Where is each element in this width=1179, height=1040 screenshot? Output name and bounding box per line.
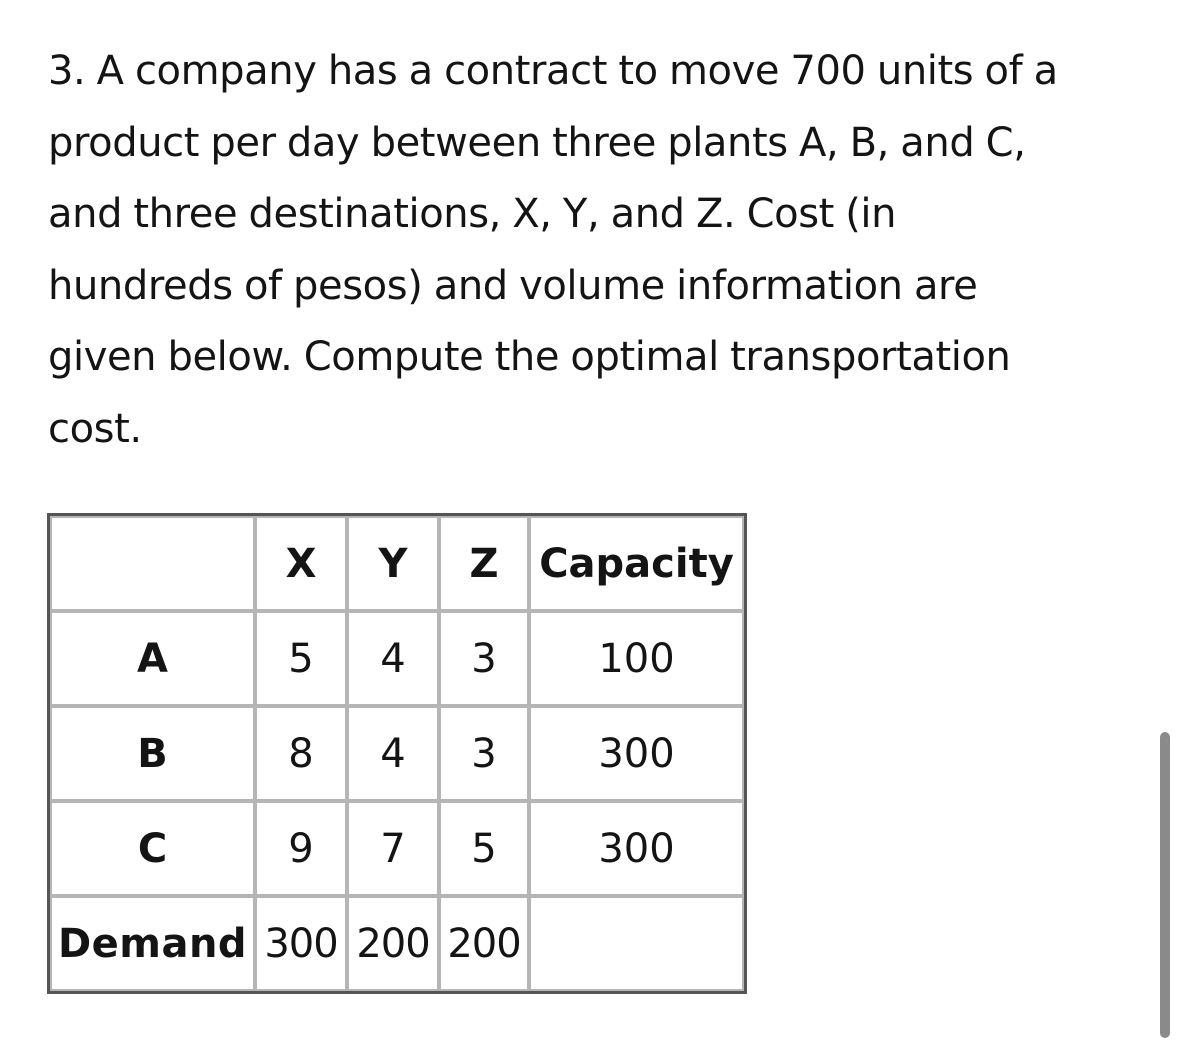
table-header-row — [50, 516, 744, 611]
header-y: Y — [347, 516, 439, 611]
cost-b-y: 4 — [347, 706, 439, 801]
row-label-demand: Demand — [50, 896, 255, 991]
capacity-a: 100 — [529, 611, 744, 706]
cost-a-y: 4 — [347, 611, 439, 706]
cost-c-x: 9 — [255, 801, 347, 896]
demand-x: 300 — [255, 896, 347, 991]
question-line: and three destinations, X, Y, and Z. Cost (in — [48, 191, 897, 237]
question-line: given below. Compute the optimal transportation — [48, 334, 1011, 380]
vertical-scrollbar[interactable] — [1160, 732, 1170, 1038]
table-row — [50, 801, 744, 896]
capacity-c: 300 — [529, 801, 744, 896]
question-text — [48, 36, 1138, 465]
header-z: Z — [439, 516, 529, 611]
header-x: X — [255, 516, 347, 611]
row-label-c: C — [50, 801, 255, 896]
table-row — [50, 706, 744, 801]
demand-y: 200 — [347, 896, 439, 991]
row-label-a: A — [50, 611, 255, 706]
transport-table — [47, 513, 747, 994]
demand-row — [50, 896, 744, 991]
cost-c-y: 7 — [347, 801, 439, 896]
question-line: hundreds of pesos) and volume information are — [48, 262, 978, 309]
header-capacity: Capacity — [529, 516, 744, 611]
cost-a-z: 3 — [439, 611, 529, 706]
demand-capacity-empty — [529, 896, 744, 991]
question-line: cost. — [48, 405, 142, 452]
cost-a-x: 5 — [255, 611, 347, 706]
cost-b-z: 3 — [439, 706, 529, 801]
question-line: 3. A company has a contract to move 700 units of a — [48, 48, 1058, 94]
table-row — [50, 611, 744, 706]
demand-z: 200 — [439, 896, 529, 991]
capacity-b: 300 — [529, 706, 744, 801]
cost-c-z: 5 — [439, 801, 529, 896]
question-line: product per day between three plants A, B, and C, — [48, 119, 1026, 166]
header-corner-cell — [50, 516, 255, 611]
cost-b-x: 8 — [255, 706, 347, 801]
row-label-b: B — [50, 706, 255, 801]
